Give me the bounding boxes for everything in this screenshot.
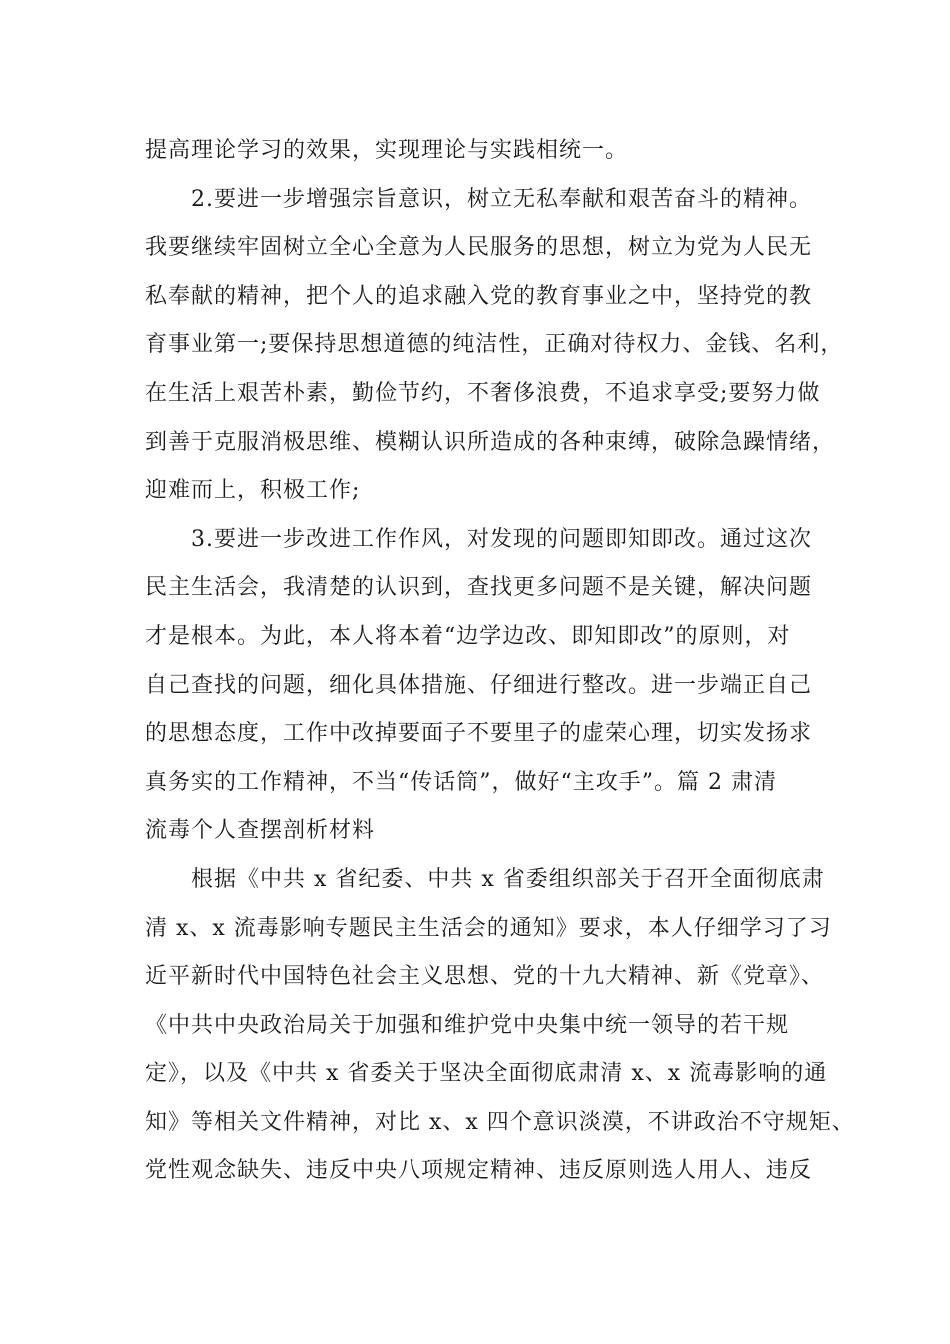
text-line: 迎难而上，积极工作; [145, 478, 361, 504]
text-line: 3.要进一步改进工作作风，对发现的问题即知即改。通过这次 [145, 526, 812, 552]
text-line: 民主生活会，我清楚的认识到，查找更多问题不是关键，解决问题 [145, 575, 813, 601]
text-line: 2.要进一步增强宗旨意识，树立无私奉献和艰苦奋斗的精神。 [145, 186, 812, 212]
text-line: 我要继续牢固树立全心全意为人民服务的思想，树立为党为人民无 [145, 235, 813, 261]
text-line: 清 x、x 流毒影响专题民主生活会的通知》要求，本人仔细学习了习 [145, 915, 832, 941]
text-line: 提高理论学习的效果，实现理论与实践相统一。 [145, 138, 629, 163]
body-text [145, 127, 855, 1196]
text-line: 在生活上艰苦朴素，勤俭节约，不奢侈浪费，不追求享受;要努力做 [145, 380, 821, 406]
text-line: 党性观念缺失、违反中央八项规定精神、违反原则选人用人、违反 [145, 1158, 813, 1184]
text-line: 到善于克服消极思维、模糊认识所造成的各种束缚，破除急躁情绪， [145, 429, 836, 455]
text-line: 定》，以及《中共 x 省委关于坚决全面彻底肃清 x、x 流毒影响的通 [145, 1061, 828, 1087]
text-line: 真务实的工作精神，不当“传话筒”，做好“主攻手”。篇 2 肃清 [145, 769, 777, 795]
text-line: 的思想态度，工作中改掉要面子不要里子的虚荣心理，切实发扬求 [145, 721, 813, 747]
text-line: 自己查找的问题，细化具体措施、仔细进行整改。进一步端正自己 [145, 672, 813, 698]
text-line: 知》等相关文件精神，对比 x、x 四个意识淡漠，不讲政治不守规矩、 [145, 1109, 855, 1135]
text-line: 根据《中共 x 省纪委、中共 x 省委组织部关于召开全面彻底肃 [145, 866, 825, 892]
text-line: 育事业第一;要保持思想道德的纯洁性，正确对待权力、金钱、名利， [145, 332, 844, 358]
text-line: 流毒个人查摆剖析材料 [145, 818, 376, 844]
text-line: 才是根本。为此，本人将本着“边学边改、即知即改”的原则，对 [145, 623, 791, 649]
text-line: 《中共中央政治局关于加强和维护党中央集中统一领导的若干规 [145, 1012, 790, 1038]
text-line: 私奉献的精神，把个人的追求融入党的教育事业之中，坚持党的教 [145, 283, 813, 309]
text-line: 近平新时代中国特色社会主义思想、党的十九大精神、新《党章》、 [145, 964, 825, 990]
